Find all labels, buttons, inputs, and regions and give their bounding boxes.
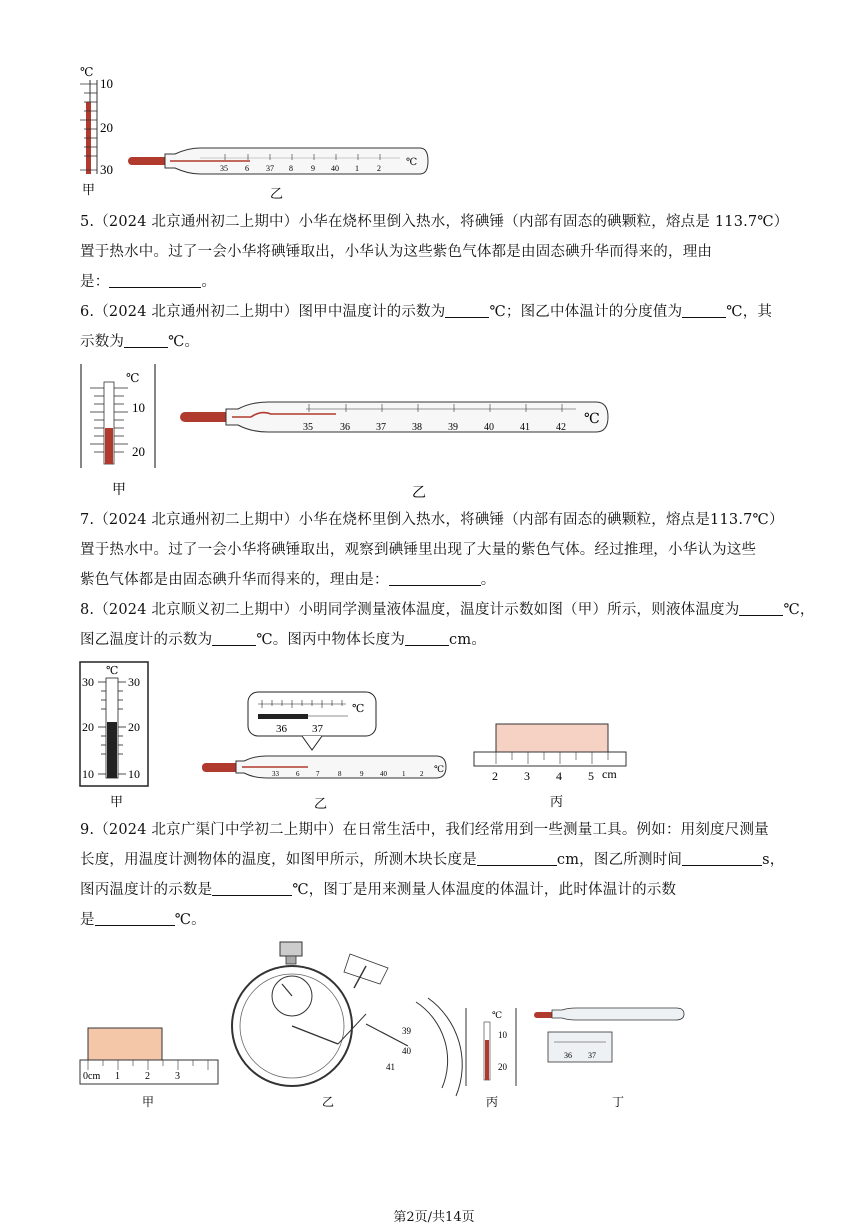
answer-blank[interactable] (212, 629, 256, 646)
answer-blank[interactable] (477, 849, 557, 866)
answer-blank[interactable] (405, 629, 449, 646)
tick-label: 9 (311, 164, 315, 173)
tick-label: 33 (272, 770, 279, 778)
question-6 (80, 297, 792, 357)
tick-label: 4 (556, 769, 562, 783)
tick-label: 2 (420, 770, 424, 778)
tick-label: 6 (296, 770, 300, 778)
tick-label: 36 (564, 1051, 572, 1060)
tick-label: 1 (402, 770, 406, 778)
tick-label: 5 (588, 769, 594, 783)
tick-label: 3 (175, 1071, 180, 1082)
tick-label: 39 (448, 422, 458, 433)
figure-label-bing: 丙 (550, 794, 564, 809)
q5-line2: 置于热水中。过了一会小华将碘锤取出，小华认为这些紫色气体都是由固态碘升华而得来的，理由 (80, 244, 713, 260)
tick-label: 38 (412, 422, 422, 433)
unit-label: cm (602, 767, 617, 781)
q9-line1: 9.（2024 北京广渠门中学初二上期中）在日常生活中，我们经常用到一些测量工具。例如：用刻度尺测量 (80, 822, 769, 838)
figure-q6-thermometers (76, 362, 616, 502)
tick-label: 40 (380, 770, 387, 778)
tick-label: 37 (266, 164, 274, 173)
q8-line2-b: ℃。图丙中物体长度为 (256, 632, 406, 648)
unit-label: ℃ (434, 764, 445, 774)
unit-label: ℃ (80, 65, 94, 79)
tick-label: 30 (82, 675, 94, 689)
tick-label: 20 (132, 444, 145, 459)
q9-line3-b: ℃，图丁是用来测量人体温度的体温计，此时体温计的示数 (292, 882, 677, 898)
tick-label: 36 (340, 422, 350, 433)
unit-label: ℃ (352, 703, 365, 715)
unit-label: ℃ (406, 157, 418, 168)
tick-label: 30 (128, 675, 140, 689)
tick-label: 10 (498, 1030, 507, 1040)
q9-line2-b: cm，图乙所测时间 (556, 852, 683, 868)
q9-line3-a: 图丙温度计的示数是 (80, 882, 213, 898)
unit-label: ℃ (126, 371, 140, 385)
q8-line2-c: cm。 (449, 632, 487, 648)
figure-label-yi: 乙 (322, 1095, 335, 1109)
tick-label: 9 (360, 770, 364, 778)
tick-label: 10 (100, 76, 113, 91)
figure-label-jia: 甲 (112, 483, 126, 498)
figure-top-thermometers (70, 62, 440, 202)
tick-label: 42 (556, 422, 566, 433)
answer-blank[interactable] (109, 271, 201, 288)
q5-line3-a: 是： (80, 274, 110, 290)
answer-blank[interactable] (124, 331, 168, 348)
tick-label: 10 (132, 400, 145, 415)
tick-label: 1 (115, 1071, 120, 1082)
figure-label-yi: 乙 (412, 486, 426, 501)
tick-label: 40 (331, 164, 339, 173)
figure-label-jia: 甲 (142, 1095, 155, 1109)
q9-line4-a: 是 (80, 912, 95, 928)
answer-blank[interactable] (445, 301, 489, 318)
tick-label: 41 (520, 422, 530, 433)
q8-line1-a: 8.（2024 北京顺义初二上期中）小明同学测量液体温度，温度计示数如图（甲）所示，则液体温度为 (80, 602, 740, 618)
unit-label: ℃ (584, 412, 600, 427)
answer-blank[interactable] (682, 849, 762, 866)
figure-q9 (76, 938, 716, 1113)
question-8 (80, 595, 815, 655)
tick-label: 40 (484, 422, 494, 433)
stopwatch-yi (232, 942, 462, 1109)
q8-line1-b: ℃， (783, 602, 815, 618)
answer-blank[interactable] (95, 909, 175, 926)
q9-line4-b: ℃。 (174, 912, 206, 928)
question-9 (80, 815, 792, 935)
q8-line2-a: 图乙温度计的示数为 (80, 632, 213, 648)
q7-line3-b: 。 (480, 572, 496, 588)
thermometer-ding-q9 (534, 1008, 684, 1109)
tick-label: 2 (492, 769, 498, 783)
tick-label: 41 (386, 1062, 395, 1072)
tick-label: 7 (316, 770, 320, 778)
tick-label: 35 (220, 164, 228, 173)
ruler-jia-q9 (80, 1028, 218, 1109)
tick-label: 0cm (83, 1071, 101, 1082)
figure-label-bing: 丙 (486, 1095, 499, 1109)
figure-label-jia: 甲 (82, 182, 96, 197)
q7-line3-a: 紫色气体都是由固态碘升华而得来的，理由是： (80, 572, 389, 588)
tick-label: 20 (128, 720, 140, 734)
thermometer-yi-q8 (202, 692, 446, 810)
tick-label: 1 (355, 164, 359, 173)
tick-label: 40 (402, 1046, 411, 1056)
figure-label-jia: 甲 (110, 794, 124, 809)
thermometer-jia-q6 (81, 364, 155, 498)
thermometer-bing-q9 (466, 1008, 516, 1109)
ruler-bing-q8 (474, 724, 626, 809)
unit-label: ℃ (492, 1010, 503, 1020)
tick-label: 2 (145, 1071, 150, 1082)
q7-line2: 置于热水中。过了一会小华将碘锤取出，观察到碘锤里出现了大量的紫色气体。经过推理，小华认为这些 (80, 542, 757, 558)
figure-label-ding: 丁 (612, 1095, 625, 1109)
tick-label: 6 (245, 164, 249, 173)
figure-q8 (76, 660, 656, 810)
tick-label: 3 (524, 769, 530, 783)
tick-label: 8 (338, 770, 342, 778)
answer-blank[interactable] (389, 569, 481, 586)
question-7 (80, 505, 792, 595)
q5-line3-b: 。 (201, 274, 217, 290)
thermometer-jia-q8 (80, 662, 148, 809)
tick-label: 20 (498, 1062, 507, 1072)
tick-label: 10 (82, 767, 94, 781)
tick-label: 36 (276, 723, 287, 735)
tick-label: 37 (376, 422, 386, 433)
tick-label: 8 (289, 164, 293, 173)
answer-blank[interactable] (739, 599, 783, 616)
thermometer-jia-top (80, 65, 113, 197)
thermometer-yi-q6 (180, 402, 608, 501)
q6-line2-a: 示数为 (80, 334, 125, 350)
answer-blank[interactable] (682, 301, 726, 318)
tick-label: 37 (588, 1051, 596, 1060)
figure-label-yi: 乙 (314, 796, 328, 810)
figure-label-yi: 乙 (270, 186, 284, 201)
unit-label: ℃ (106, 665, 119, 677)
tick-label: 37 (312, 723, 323, 735)
question-5 (80, 207, 792, 297)
page-footer: 第2页/共14页 (393, 1210, 475, 1225)
tick-label: 2 (377, 164, 381, 173)
thermometer-yi-top (128, 148, 428, 201)
tick-label: 20 (82, 720, 94, 734)
answer-blank[interactable] (212, 879, 292, 896)
tick-label: 35 (303, 422, 313, 433)
tick-label: 20 (100, 120, 113, 135)
q6-line1-c: ℃，其 (726, 304, 773, 320)
q6-line1-a: 6.（2024 北京通州初二上期中）图甲中温度计的示数为 (80, 304, 446, 320)
tick-label: 39 (402, 1026, 411, 1036)
q6-line1-b: ℃；图乙中体温计的分度值为 (489, 304, 683, 320)
tick-label: 10 (128, 767, 140, 781)
q6-line2-b: ℃。 (168, 334, 200, 350)
q9-line2-c: s， (762, 852, 785, 868)
tick-label: 30 (100, 162, 113, 177)
q7-line1: 7.（2024 北京通州初二上期中）小华在烧杯里倒入热水，将碘锤（内部有固态的碘颗粒，熔点是113.7℃） (80, 512, 784, 528)
q9-line2-a: 长度，用温度计测物体的温度，如图甲所示，所测木块长度是 (80, 852, 477, 868)
q5-line1: 5.（2024 北京通州初二上期中）小华在烧杯里倒入热水，将碘锤（内部有固态的碘颗粒，熔点是 113.7℃） (80, 214, 789, 230)
